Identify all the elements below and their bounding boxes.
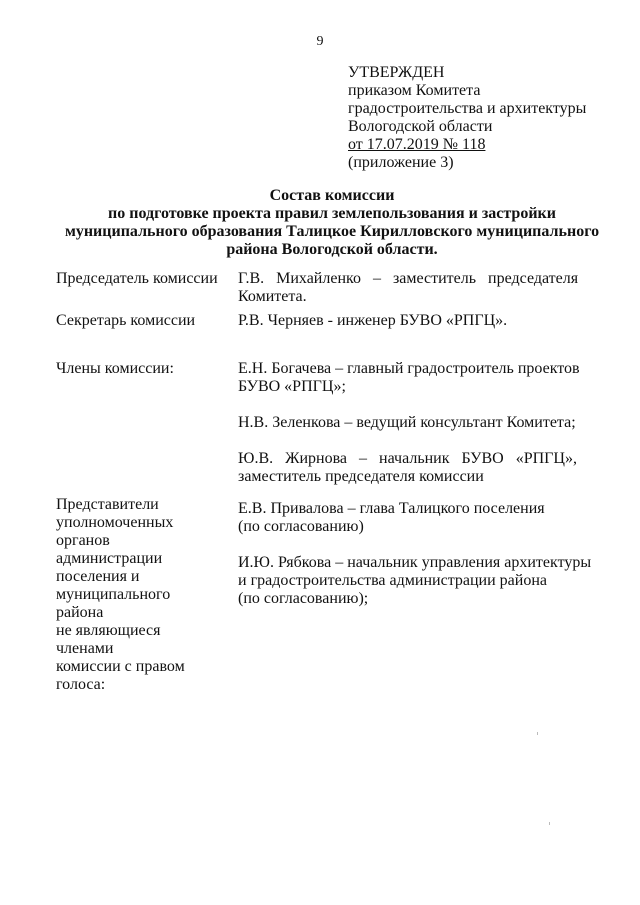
representatives-list — [238, 500, 592, 626]
members-role: Члены комиссии: — [56, 360, 174, 377]
member-1-line-2: БУВО «РПГЦ»; — [238, 378, 346, 395]
representative-item — [238, 500, 582, 536]
title-line-4: района Вологодской области. — [226, 241, 438, 258]
rep-role-line: не являющиеся членами — [56, 622, 161, 657]
rep-role-line: комиссии с правом — [56, 658, 185, 675]
chairman-line-2: Комитета. — [238, 288, 307, 305]
title-line-2: по подготовке проекта правил землепользования и застройки — [108, 205, 556, 222]
rep-1-line-1: Е.В. Привалова – глава Талицкого поселения — [238, 500, 545, 517]
secretary-members — [238, 312, 582, 330]
rep-2-line-3: (по согласованию); — [238, 590, 369, 607]
rep-2-line-2: и градостроительства администрации района — [238, 572, 547, 589]
title-line-1: Состав комиссии — [269, 187, 395, 204]
approval-heading: УТВЕРЖДЕН — [348, 64, 445, 81]
rep-role-line: поселения и — [56, 568, 140, 585]
scan-speck — [549, 822, 550, 825]
approval-line-2: градостроительства и архитектуры — [348, 100, 587, 117]
chairman-members — [238, 270, 582, 306]
document-title — [40, 187, 624, 259]
scan-speck — [537, 732, 538, 735]
member-2-text: Н.В. Зеленкова – ведущий консультант Комитета; — [238, 414, 576, 431]
members-list — [238, 360, 582, 504]
approval-appendix: (приложение 3) — [348, 154, 454, 171]
chairman-role: Председатель комиссии — [56, 270, 218, 287]
rep-role-line: администрации — [56, 550, 163, 567]
rep-1-line-2: (по согласованию) — [238, 518, 364, 535]
representative-item — [238, 554, 592, 608]
members-row — [56, 360, 582, 485]
member-1-line-1: Е.Н. Богачева – главный градостроитель проектов — [238, 360, 580, 377]
approval-stamp — [348, 64, 586, 172]
representatives-row — [56, 496, 592, 693]
representatives-role — [56, 496, 221, 694]
secretary-row — [56, 312, 582, 332]
rep-role-line: муниципального района — [56, 586, 171, 621]
chairman-line-1: Г.В. Михайленко – заместитель председателя — [238, 270, 579, 287]
member-3-line-2: заместитель председателя комиссии — [238, 468, 484, 485]
member-3-line-1: Ю.В. Жирнова – начальник БУВО «РПГЦ», — [238, 450, 577, 467]
rep-role-line: Представители — [56, 496, 159, 513]
secretary-role: Секретарь комиссии — [56, 312, 196, 329]
approval-order-ref: от 17.07.2019 № 118 — [348, 136, 486, 153]
rep-2-line-1: И.Ю. Рябкова – начальник управления архитектуры — [238, 554, 592, 571]
member-item — [238, 414, 582, 432]
chairman-row — [56, 270, 582, 310]
member-item — [238, 450, 582, 486]
page-number: 9 — [316, 34, 324, 49]
approval-line-1: приказом Комитета — [348, 82, 481, 99]
rep-role-line: уполномоченных органов — [56, 514, 174, 549]
title-line-3: муниципального образования Талицкое Кирилловского муниципального — [64, 223, 600, 240]
approval-line-3: Вологодской области — [348, 118, 493, 135]
member-item — [238, 360, 582, 396]
rep-role-line: голоса: — [56, 676, 106, 693]
secretary-text: Р.В. Черняев - инженер БУВО «РПГЦ». — [238, 312, 508, 329]
